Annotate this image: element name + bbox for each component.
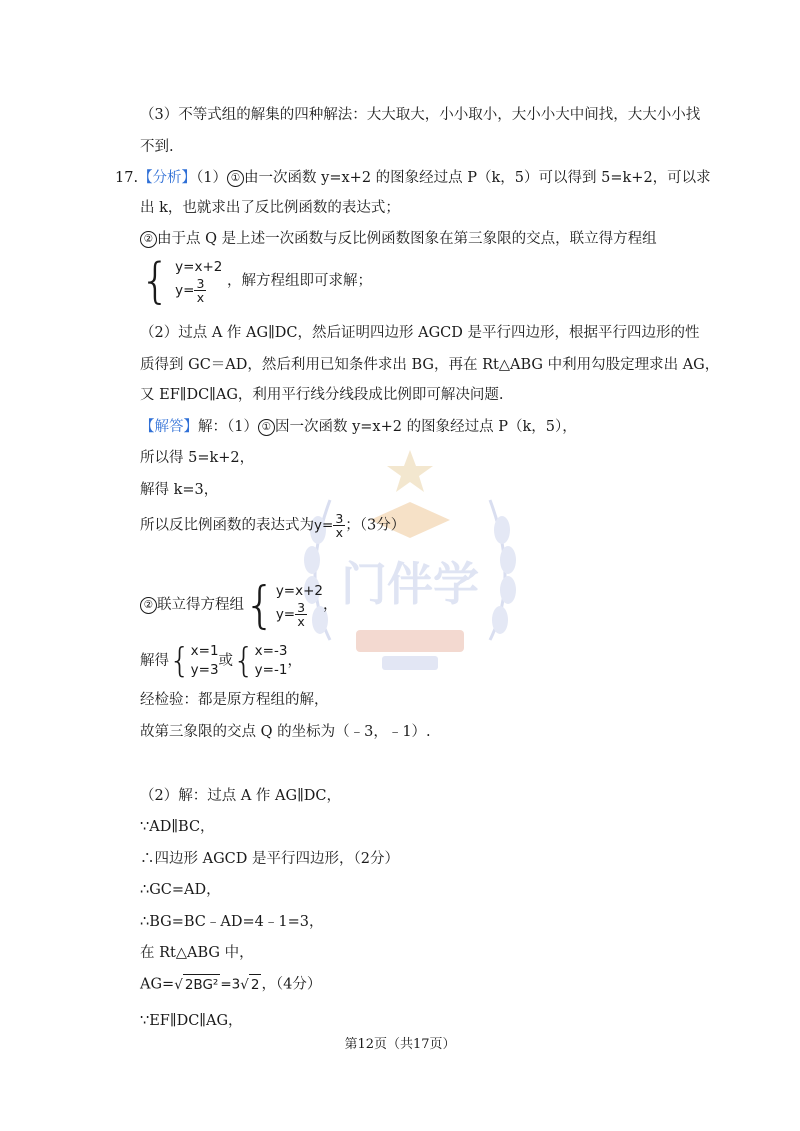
answer-tag: 【解答】	[140, 419, 198, 435]
radicand: 2	[249, 974, 262, 995]
equation: y=3	[190, 662, 219, 678]
text-line: （3）不等式组的解集的四种解法：大大取大，小小取小，大小小大中间找，大大小小找	[140, 107, 701, 123]
denominator: x	[335, 525, 343, 540]
watermark-logo	[290, 430, 530, 700]
text-line: ∵AD∥BC，	[140, 819, 215, 835]
equation: x=-3	[254, 643, 288, 659]
solution-line	[140, 642, 302, 684]
text-line: 所以得 5=k+2，	[140, 450, 255, 466]
text-line: 解得 k=3，	[140, 482, 219, 498]
text: 联立得方程组	[157, 597, 244, 613]
brace: {	[169, 641, 191, 681]
brace: {	[244, 576, 276, 634]
text-line: 又 EF∥DC∥AG，利用平行线分线段成比例即可解决问题.	[140, 387, 504, 403]
sqrt: √ 2	[240, 974, 261, 995]
answer-line-4	[140, 512, 405, 546]
watermark-text: 门伴学	[341, 557, 479, 611]
analysis-line-1	[115, 168, 711, 188]
text: ，	[323, 597, 338, 613]
circled-one: ①	[227, 170, 244, 187]
text: ，解方程组即可求解；	[226, 273, 372, 289]
text: 由于点 Q 是上述一次函数与反比例函数图象在第三象限的交点，联立得方程组	[157, 231, 657, 247]
circled-two: ②	[140, 597, 157, 614]
text-line: （2）解：过点 A 作 AG∥DC，	[140, 788, 341, 804]
text-line: 故第三象限的交点 Q 的坐标为（﹣3，﹣1）.	[140, 724, 431, 740]
question-number: 17.	[115, 170, 139, 186]
analysis-tag: 【分析】	[138, 170, 197, 186]
text-line: 在 Rt△ABG 中，	[140, 945, 254, 961]
text: 或	[218, 653, 234, 669]
numerator: 3	[297, 600, 306, 615]
equation: x=1	[190, 643, 219, 659]
radicand: 2BG²	[183, 974, 221, 995]
fraction	[333, 512, 345, 539]
equation: y=	[275, 606, 296, 623]
page-footer: 第12页（共17页）	[344, 1037, 456, 1052]
sqrt: √ 2BG²	[174, 974, 220, 995]
text-line: 质得到 GC＝AD，然后利用已知条件求出 BG，再在 Rt△ABG 中利用勾股定理求出 AG，	[140, 357, 720, 373]
fraction	[295, 601, 307, 628]
analysis-line-2	[140, 229, 657, 249]
numerator: 3	[335, 511, 344, 526]
circled-one: ①	[258, 419, 275, 436]
circled-two: ②	[140, 231, 157, 248]
equation: y=	[314, 517, 334, 534]
answer-system	[140, 578, 338, 642]
solution-2	[255, 642, 288, 680]
text: 由一次函数 y=x+2 的图象经过点 P（k，5）可以得到 5=k+2，可以求	[244, 170, 711, 186]
text: =3	[220, 976, 241, 993]
text-line: ∴四边形 AGCD 是平行四边形，（2分）	[140, 851, 399, 867]
denominator: x	[196, 290, 205, 305]
numerator: 3	[196, 276, 205, 291]
text-line: 出 k，也就求出了反比例函数的表达式；	[140, 200, 400, 216]
solution-1	[191, 642, 219, 680]
denominator: x	[297, 614, 305, 629]
fraction	[194, 277, 206, 304]
brace: {	[233, 641, 255, 681]
text: ，	[287, 653, 302, 669]
system-body	[175, 258, 222, 304]
text-line: （2）过点 A 作 AG∥DC，然后证明四边形 AGCD 是平行四边形，根据平行四边形的性	[140, 325, 700, 341]
text: （1）	[196, 170, 228, 186]
equation: y=-1	[254, 662, 288, 678]
text-line: 不到.	[140, 139, 174, 155]
text-line: ∵EF∥DC∥AG，	[140, 1013, 243, 1029]
equation: y=x+2	[175, 259, 223, 275]
text: 解：（1）	[198, 419, 258, 435]
text: 所以反比例函数的表达式为	[140, 517, 314, 534]
text: 解得	[140, 653, 169, 669]
text: ，（4分）	[261, 976, 322, 993]
equation-system	[140, 255, 372, 317]
equation: y=	[175, 282, 195, 299]
text: 因一次函数 y=x+2 的图象经过点 P（k，5），	[274, 419, 577, 435]
equation: y=x+2	[275, 583, 324, 599]
text-line: ∴BG=BC﹣AD=4﹣1=3，	[140, 914, 324, 930]
text-line: 经检验：都是原方程组的解，	[140, 692, 329, 708]
system-body	[276, 582, 323, 628]
text: ；（3分）	[345, 517, 406, 534]
answer-line-1	[140, 417, 577, 437]
text-line: ∴GC=AD，	[140, 882, 221, 898]
sqrt-line	[140, 974, 321, 995]
text: AG=	[140, 976, 175, 993]
brace: {	[140, 253, 171, 309]
